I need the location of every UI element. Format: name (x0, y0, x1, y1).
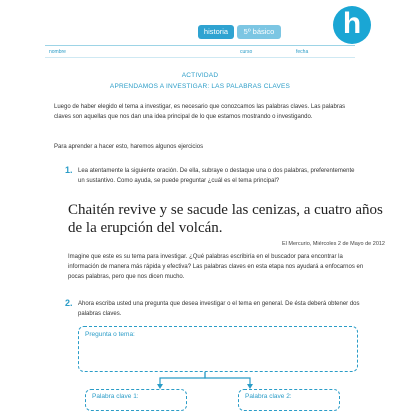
quote-source: El Mercurio, Miércoles 2 de Mayo de 2012 (281, 241, 385, 247)
activity-label: ACTIVIDAD (181, 72, 219, 79)
keyword-1-label: Palabra clave 1: (92, 393, 139, 400)
page-title: APRENDAMOS A INVESTIGAR: LAS PALABRAS CLAVES (109, 83, 291, 90)
name-field-label: nombre (49, 49, 66, 55)
exercise-1-number: 1. (65, 165, 73, 175)
question-box-label: Pregunta o tema: (85, 331, 135, 338)
exercise-2-instruction: Ahora escriba usted una pregunta que desea investigar o el tema en general. De ésta deberá obtener dos palabras claves. (78, 301, 360, 317)
exercise-1-explanation: Imagine que este es su tema para investigar. ¿Qué palabras escribiría en el buscador para encontrar la información de manera más rápida y efectiva? Las palabras claves en esta etapa nos ayudará a enfocarnos en pocas palabras, pero que nos dicen mucho. (68, 254, 364, 280)
grade-tag: 5º básico (237, 25, 281, 39)
keyword-2-label: Palabra clave 2: (245, 393, 292, 400)
intro-paragraph: Luego de haber elegido el tema a investigar, es necesario que conozcamos las palabras claves. Las palabras claves son aquellas que nos dan una idea principal de lo que estamos mostrando o investigando. (54, 104, 346, 120)
intro-prompt: Para aprender a hacer esto, haremos algunos ejercicios (54, 144, 204, 150)
course-field-label: curso (240, 49, 253, 55)
arrow-to-keyword-2 (205, 372, 250, 386)
arrow-to-keyword-1 (160, 372, 205, 386)
subject-tag: historia (198, 25, 234, 39)
quote-sentence: Chaitén revive y se sacude las cenizas, a cuatro años de la erupción del volcán. (68, 202, 383, 236)
exercise-1-instruction: Lea atentamente la siguiente oración. De ella, subraye o destaque una o dos palabras, preferentemente un sustantivo. Como ayuda, se puede preguntar ¿cuál es el tema principal? (78, 168, 355, 184)
logo-letter: h (342, 7, 362, 40)
exercise-2-number: 2. (65, 298, 73, 308)
date-field-label: fecha (296, 49, 309, 55)
